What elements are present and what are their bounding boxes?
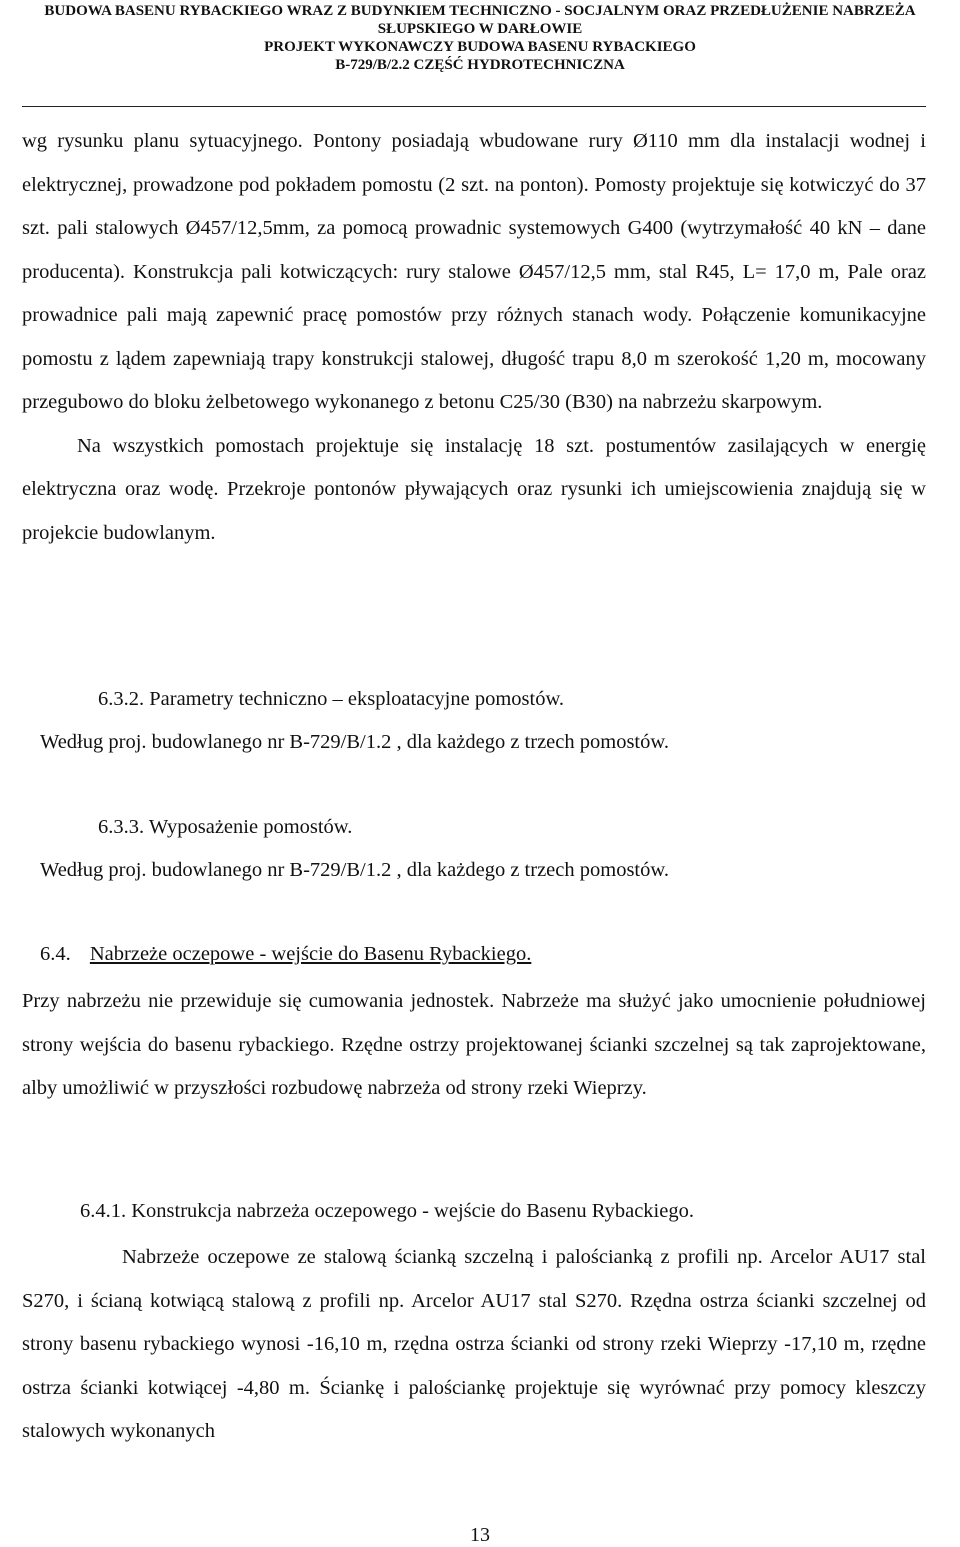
header-line-2: SŁUPSKIEGO W DARŁOWIE [377, 21, 583, 37]
paragraph-postumenty: Na wszystkich pomostach projektuje się instalację 18 szt. postumentów zasilających w energię elektryczna oraz wodę. Przekroje pontonów pływających oraz rysunki ich umiejscowienia znajdują się w projekcie budowlanym. [22, 434, 926, 544]
page-number: 13 [470, 1524, 490, 1546]
text-6-3-2: Według proj. budowlanego nr B-729/B/1.2 , dla każdego z trzech pomostów. [40, 731, 669, 753]
section-nabrzeze [22, 980, 926, 1111]
paragraph-pontony: wg rysunku planu sytuacyjnego. Pontony posiadają wbudowane rury Ø110 mm dla instalacji wodnej i elektrycznej, prowadzone pod pokładem pomostu (2 szt. na ponton). Pomosty projektuje się kotwiczyć do 37 szt. pali stalowych Ø457/12,5mm, za pomocą prowadnic systemowych G400 (wytrzymałość 40 kN – dane producenta). Konstrukcja pali kotwiczących: rury stalowe Ø457/12,5 mm, stal R45, L= 17,0 m, Pale oraz prowadnice pali mają zapewnić pracę pomostów przy różnych stanach wody. Połączenie komunikacyjne pomostu z lądem zapewniają trapy konstrukcji stalowej, długość trapu 8,0 m szerokość 1,20 m, mocowany przegubowo do bloku żelbetowego wykonanego z betonu C25/30 (B30) na nabrzeżu skarpowym. [22, 130, 926, 413]
section-pontony [22, 120, 926, 555]
header-divider [22, 106, 926, 107]
text-6-3-3: Według proj. budowlanego nr B-729/B/1.2 , dla każdego z trzech pomostów. [40, 859, 669, 881]
section-konstrukcja [22, 1236, 926, 1454]
heading-6-4-title: Nabrzeże oczepowe - wejście do Basenu Rybackiego. [89, 943, 532, 965]
paragraph-nabrzeze: Przy nabrzeżu nie przewiduje się cumowania jednostek. Nabrzeże ma służyć jako umocnienie południowej strony wejścia do basenu rybackiego. Rzędne ostrzy projektowanej ścianki szczelnej są tak zaprojektowane, alby umożliwić w przyszłości rozbudowę nabrzeża od strony rzeki Wieprzy. [22, 990, 926, 1099]
header-line-4: B-729/B/2.2 CZĘŚĆ HYDROTECHNICZNA [335, 57, 625, 73]
heading-6-3-2: 6.3.2. Parametry techniczno – eksploatacyjne pomostów. [98, 688, 565, 710]
heading-6-4-number: 6.4. [40, 943, 71, 965]
heading-6-3-3: 6.3.3. Wyposażenie pomostów. [98, 816, 353, 838]
document-header [0, 2, 960, 74]
heading-6-4-1: 6.4.1. Konstrukcja nabrzeża oczepowego - wejście do Basenu Rybackiego. [80, 1200, 694, 1222]
header-line-3: PROJEKT WYKONAWCZY BUDOWA BASENU RYBACKIEGO [264, 39, 696, 55]
header-line-1: BUDOWA BASENU RYBACKIEGO WRAZ Z BUDYNKIEM TECHNICZNO - SOCJALNYM ORAZ PRZEDŁUŻENIE NABRZEŻA [44, 3, 916, 19]
heading-6-4 [40, 943, 531, 966]
paragraph-konstrukcja: Nabrzeże oczepowe ze stalową ścianką szczelną i palościanką z profili np. Arcelor AU17 stal S270, i ścianą kotwiącą stalową z profili np. Arcelor AU17 stal S270. Rzędna ostrza ścianki szczelnej od strony basenu rybackiego wynosi -16,10 m, rzędna ostrza ścianki od strony rzeki Wieprzy -17,10 m, rzędne ostrza ścianki kotwiącej -4,80 m. Ściankę i palościankę projektuje się wyrównać przy pomocy kleszczy stalowych wykonanych [22, 1246, 926, 1442]
